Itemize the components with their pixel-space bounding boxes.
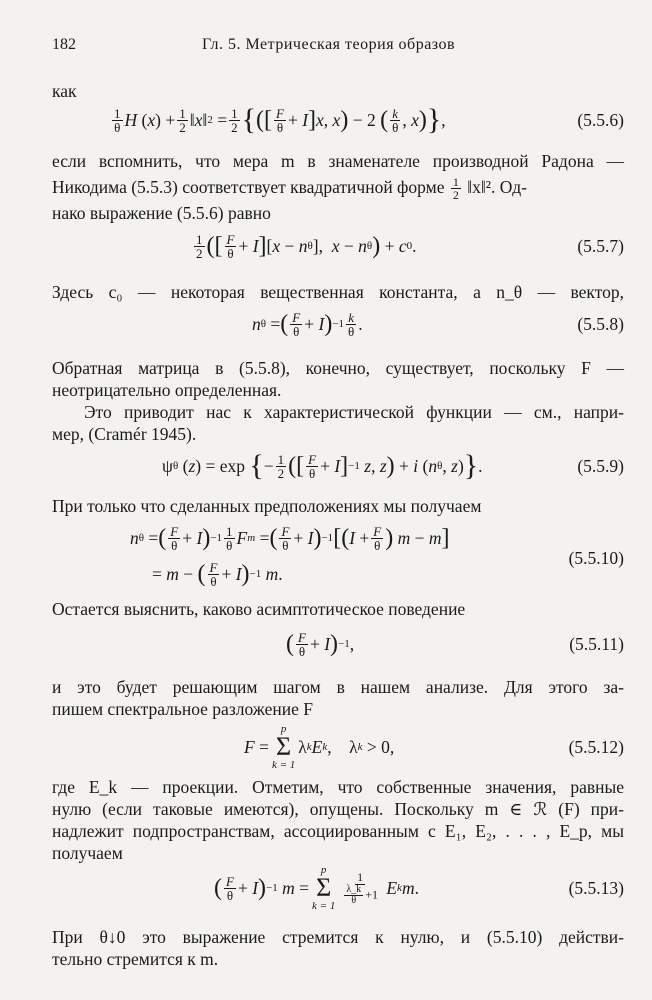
text-line: неотрицательно определенная.	[52, 380, 282, 400]
equation-number: (5.5.7)	[577, 235, 624, 256]
equation-5-5-6: $\frac{1}{\theta}$ H ( x ) + $\frac{1}{2}$ ‖ x ‖ 2 = $\frac{1}{2}$ { ( [ $\frac{F}{\theta}$ + I ] x , x ) − 2 ( $\frac{k}{\theta}$ , x ) } , (5.5.6)	[52, 100, 624, 140]
text-line: надлежит подпространствам, ассоциированным с E₁, E₂, . . . , E_p, мы	[52, 821, 624, 841]
running-header	[52, 36, 612, 58]
equation-number: (5.5.12)	[568, 736, 624, 757]
text-line: Остается выяснить, каково асимптотическое поведение	[52, 599, 466, 619]
text-line: Обратная матрица в (5.5.8), конечно, существует, поскольку F —	[52, 358, 624, 378]
text-line: мер, (Cramér 1945).	[52, 424, 197, 444]
text-line: нулю (если таковые имеются), опущены. Поскольку m ∈ ℛ (F) при-	[52, 799, 624, 819]
equation-5-5-7: $\frac{1}{2}$ ( [ $\frac{F}{\theta}$ + I ] [ x − n θ ], x − n θ ) + c 0 . (5.5.7)	[52, 226, 624, 266]
text-line: При только что сделанных предположениях мы получаем	[52, 496, 482, 516]
equation-5-5-11: ( $\frac{F}{\theta}$ + I ) −1 , (5.5.11)	[52, 624, 624, 664]
text-line: нако выражение (5.5.6) равно	[52, 203, 271, 223]
equation-number: (5.5.10)	[568, 547, 624, 568]
equation-number: (5.5.11)	[569, 633, 624, 654]
text-line: Здесь c₀ — некоторая вещественная константа, а n_θ — вектор,	[52, 282, 624, 302]
equation-number: (5.5.9)	[577, 455, 624, 476]
equation-5-5-9: ψ θ ( z ) = exp { − $\frac{1}{2}$ ( [ $\frac{F}{\theta}$ + I ] −1 z , z ) + i ( n θ , z ) } . (5.5.9)	[52, 446, 624, 486]
page-number: 182	[52, 36, 76, 53]
equation-5-5-8: n θ = ( $\frac{F}{\theta}$ + I ) −1 $\frac{k}{\theta}$ . (5.5.8)	[52, 304, 624, 344]
text-line: пишем спектральное разложение F	[52, 699, 314, 719]
text-line: При θ↓0 это выражение стремится к нулю, и (5.5.10) действи-	[52, 927, 624, 947]
text-line: Это приводит нас к характеристической функции — см., напри-	[84, 402, 624, 422]
equation-number: (5.5.13)	[568, 877, 624, 898]
equation-5-5-12: F = p Σ k = 1 λ k E k , λ k > 0, (5.5.12)	[244, 723, 624, 771]
chapter-title: Гл. 5. Метрическая теория образов	[202, 36, 456, 53]
equation-number: (5.5.8)	[577, 313, 624, 334]
text-line: Никодима (5.5.3) соответствует квадратичной форме $\frac{1}{2}$ ‖x‖². Од-	[52, 175, 527, 203]
text-line: и это будет решающим шагом в нашем анализе. Для этого за-	[52, 677, 624, 697]
text-line: если вспомнить, что мера m в знаменателе производной Радона —	[52, 151, 624, 171]
text-line: получаем	[52, 843, 123, 863]
text-line: тельно стремится к m.	[52, 949, 219, 969]
text-line: как	[52, 81, 77, 101]
equation-5-5-13: ( $\frac{F}{\theta}$ + I ) −1 m = p Σ k = 1 1 $\frac{\lambda\_k}{\theta}$ +1 E k m . (5.5.13)	[52, 860, 624, 916]
equation-5-5-10: n θ = ( $\frac{F}{\theta}$ + I ) −1 $\frac{1}{\theta}$ F m = ( $\frac{F}{\theta}$ + I ) −1 [ ( I + $\frac{F}{\theta}$ ) m − m ] = m − ( $\frac{F}{\theta}$ + I ) −1 m . (5.5.10)	[130, 523, 624, 589]
text-line: где E_k — проекции. Отметим, что собственные значения, равные	[52, 777, 624, 797]
equation-number: (5.5.6)	[577, 109, 624, 130]
